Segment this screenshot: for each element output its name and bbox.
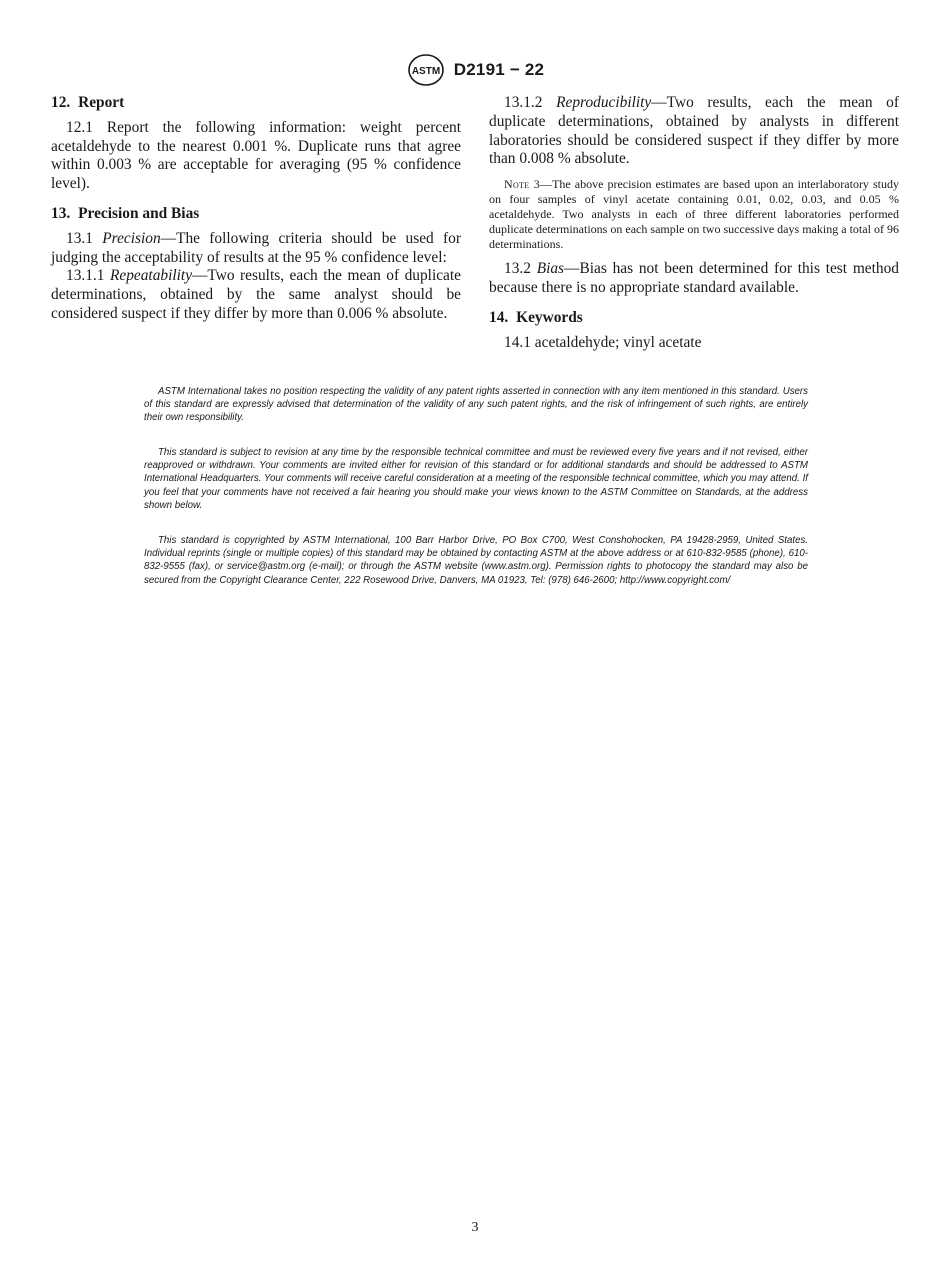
section-13-heading: 13. Precision and Bias bbox=[51, 204, 200, 222]
footer-copyright-notice: This standard is copyrighted by ASTM International, 100 Barr Harbor Drive, PO Box C700, West Conshohocken, PA 19428-2959, United States. Individual reprints (single or multiple copies) of this standard may be obtained by contacting ASTM at the above address or at 610-832-9585 (phone), 610-832-9555 (fax), or service@astm.org (e-mail); or through the ASTM website (www.astm.org). Permission rights to photocopy the standard may also be secured from the Copyright Clearance Center, 222 Rosewood Drive, Danvers, MA 01923, Tel: (978) 646-2600; http://www.copyright.com/ bbox=[144, 535, 808, 586]
paragraph-13-1-2: 13.1.2 Reproducibility—Two results, each the mean of duplicate determinations, obtained by analysts in different laboratories should be considered suspect if they differ by more than 0.008 % absolute. bbox=[489, 94, 899, 168]
paragraph-13-1-1: 13.1.1 Repeatability—Two results, each the mean of duplicate determinations, obtained by the same analyst should be considered suspect if they differ by more than 0.006 % absolute. bbox=[51, 267, 461, 322]
document-number: D2191 − 22 bbox=[453, 60, 545, 79]
note-3: Note 3—The above precision estimates are based upon an interlaboratory study on four samples of vinyl acetate containing 0.01, 0.02, 0.03, and 0.05 % acetaldehyde. Two analysts in each of three different laboratories performed duplicate determinations on each sample on two successive days making a total of 96 determinations. bbox=[489, 177, 899, 252]
footer-patent-notice: ASTM International takes no position respecting the validity of any patent rights asserted in connection with any item mentioned in this standard. Users of this standard are expressly advised that determination of the validity of any such patent rights, and the risk of infringement of such rights, are entirely their own responsibility. bbox=[144, 386, 808, 424]
footer-revision-notice: This standard is subject to revision at any time by the responsible technical committee and must be reviewed every five years and if not revised, either reapproved or withdrawn. Your comments are invited either for revision of this standard or for additional standards and should be addressed to ASTM International Headquarters. Your comments will receive careful consideration at a meeting of the responsible technical committee, which you may attend. If you feel that your comments have not received a fair hearing you should make your views known to the ASTM Committee on Standards, at the address shown below. bbox=[144, 447, 808, 511]
svg-text:ASTM: ASTM bbox=[411, 66, 440, 77]
section-14-heading: 14. Keywords bbox=[489, 308, 583, 326]
left-column bbox=[51, 94, 461, 324]
paragraph-13-1: 13.1 Precision—The following criteria should be used for judging the acceptability of results at the 95 % confidence level: bbox=[51, 229, 461, 266]
paragraph-14-1: 14.1 acetaldehyde; vinyl acetate bbox=[504, 333, 702, 351]
astm-logo-icon bbox=[406, 53, 446, 87]
paragraph-12-1: 12.1 Report the following information: weight percent acetaldehyde to the nearest 0.001 %. Duplicate runs that agree within 0.003 % are acceptable for averaging (95 % confidence level). bbox=[51, 118, 461, 193]
page-header bbox=[0, 52, 950, 88]
paragraph-13-2: 13.2 Bias—Bias has not been determined for this test method because there is no appropriate standard available. bbox=[489, 260, 899, 296]
page-number: 3 bbox=[471, 1220, 479, 1235]
right-column bbox=[489, 94, 899, 352]
section-12-heading: 12. Report bbox=[51, 94, 125, 111]
